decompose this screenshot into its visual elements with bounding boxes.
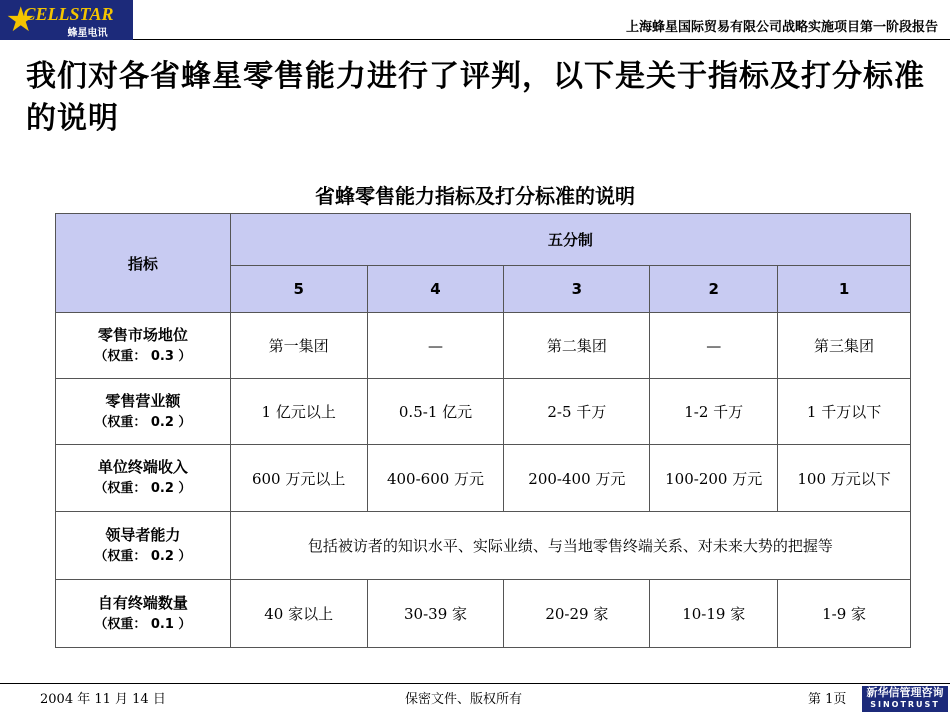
table-row	[56, 512, 911, 580]
table-cell: 40 家以上	[230, 580, 367, 648]
logo-text: CELLSTAR	[23, 4, 114, 24]
indicator-name: 零售营业额	[105, 391, 181, 410]
header-score: 1	[778, 266, 911, 313]
star-icon: ★	[5, 0, 36, 40]
footer-page-number: 第 1页	[808, 692, 847, 707]
indicator-name: 自有终端数量	[97, 593, 188, 612]
table-cell: —	[367, 313, 504, 379]
indicator-weight: （权重： 0.3 ）	[94, 348, 192, 364]
scoring-table	[55, 213, 911, 648]
footer-confidential: 保密文件、版权所有	[405, 692, 523, 707]
table-cell: 第三集团	[778, 313, 911, 379]
footer-divider	[0, 683, 950, 684]
table-row	[56, 313, 911, 379]
table-title: 省蜂零售能力指标及打分标准的说明	[315, 184, 635, 208]
table-cell: 100 万元以下	[778, 445, 911, 512]
sinotrust-logo	[862, 686, 948, 712]
row-indicator	[56, 379, 231, 445]
indicator-weight: （权重： 0.1 ）	[94, 616, 192, 632]
header-score: 3	[504, 266, 650, 313]
row-indicator	[56, 445, 231, 512]
indicator-weight: （权重： 0.2 ）	[94, 548, 192, 564]
logo-subtext: 蜂星电讯	[67, 28, 108, 39]
row-indicator	[56, 512, 231, 580]
row-indicator	[56, 313, 231, 379]
header-indicator: 指标	[56, 214, 231, 313]
table-cell-merged: 包括被访者的知识水平、实际业绩、与当地零售终端关系、对未来大势的把握等	[230, 512, 910, 580]
table-cell: 200-400 万元	[504, 445, 650, 512]
table-cell: 1-9 家	[778, 580, 911, 648]
header-score: 4	[367, 266, 504, 313]
table-cell: —	[650, 313, 778, 379]
header-score: 2	[650, 266, 778, 313]
table-cell: 600 万元以上	[230, 445, 367, 512]
table-cell: 30-39 家	[367, 580, 504, 648]
slide-title: 我们对各省蜂星零售能力进行了评判，以下是关于指标及打分标准的说明	[26, 59, 925, 136]
sinotrust-logo-en: SINOTRUST	[870, 700, 940, 709]
header-five-point-scale: 五分制	[230, 214, 910, 266]
indicator-name: 单位终端收入	[97, 458, 188, 476]
table-row	[56, 379, 911, 445]
table-cell: 10-19 家	[650, 580, 778, 648]
row-indicator	[56, 580, 231, 648]
indicator-name: 领导者能力	[105, 525, 181, 544]
footer-date: 2004 年 11 月 14 日	[40, 692, 166, 707]
table-cell: 0.5-1 亿元	[367, 379, 504, 445]
cellstar-logo	[0, 0, 133, 40]
header-score: 5	[230, 266, 367, 313]
indicator-name: 零售市场地位	[97, 325, 188, 344]
table-cell: 2-5 千万	[504, 379, 650, 445]
sinotrust-logo-cn: 新华信管理咨询	[866, 686, 944, 699]
table-row	[56, 445, 911, 512]
table-cell: 1-2 千万	[650, 379, 778, 445]
table-cell: 1 亿元以上	[230, 379, 367, 445]
table-cell: 400-600 万元	[367, 445, 504, 512]
indicator-weight: （权重： 0.2 ）	[94, 414, 192, 430]
table-cell: 1 千万以下	[778, 379, 911, 445]
table-cell: 20-29 家	[504, 580, 650, 648]
table-cell: 100-200 万元	[650, 445, 778, 512]
table-row	[56, 580, 911, 648]
indicator-weight: （权重： 0.2 ）	[94, 481, 192, 496]
table-cell: 第二集团	[504, 313, 650, 379]
header-divider	[133, 39, 950, 40]
table-cell: 第一集团	[230, 313, 367, 379]
report-header-title: 上海蜂星国际贸易有限公司战略实施项目第一阶段报告	[625, 20, 938, 35]
